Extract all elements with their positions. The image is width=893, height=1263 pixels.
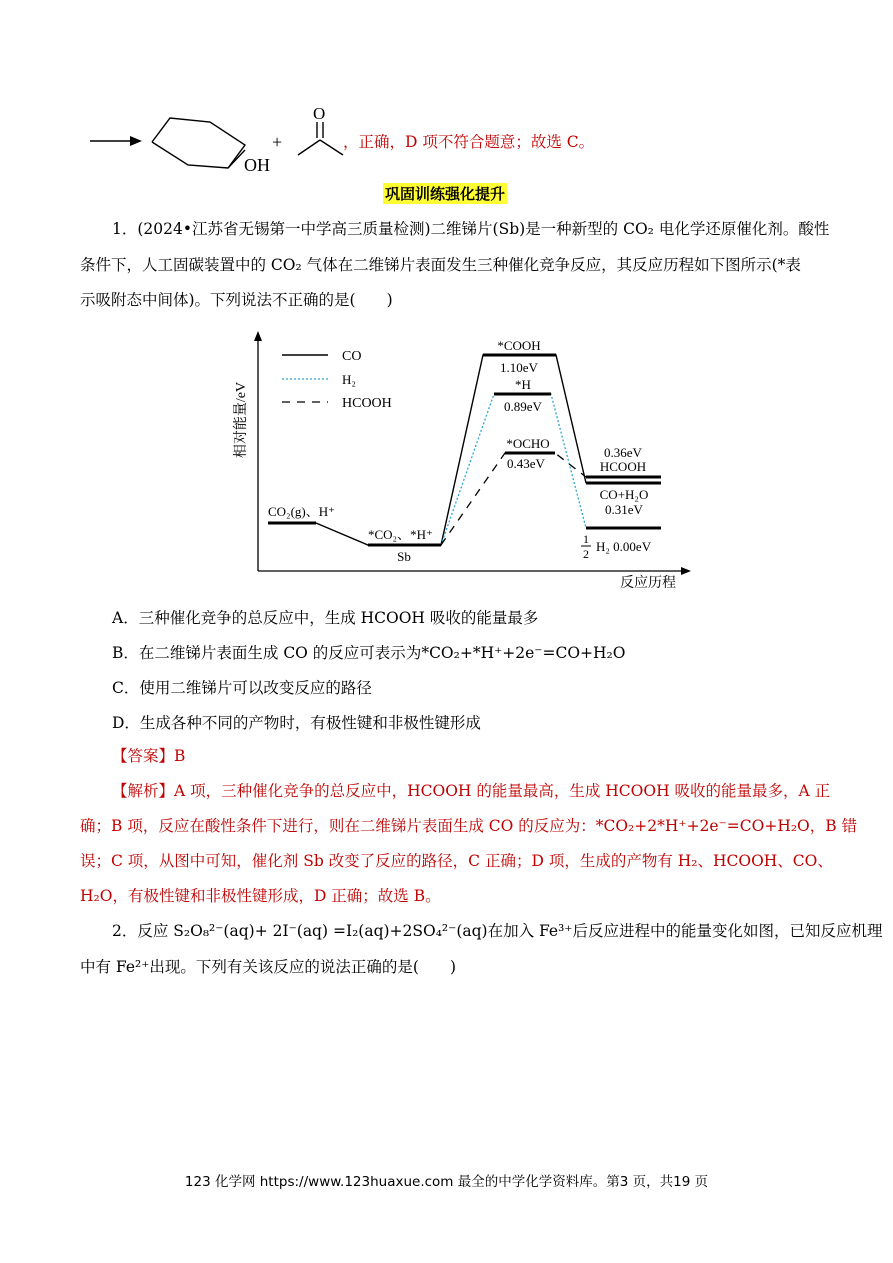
reaction-arrow [90,136,142,146]
x-axis-arrow [681,567,691,575]
y-axis-label: 相对能量/eV [234,381,249,459]
y-axis-arrow [254,331,262,341]
plus-sign: + [272,132,283,152]
q1-analysis-line2: 确；B 项，反应在酸性条件下进行，则在二维锑片表面生成 CO 的反应为：*CO₂+2*H⁺+2e⁻=CO+H₂O，B 错 [80,817,858,835]
x-axis-label: 反应历程 [620,576,676,591]
label-initial: CO₂(g)、H⁺ [268,504,335,519]
legend-h2-label: H₂ [342,372,356,387]
q1-analysis-line4: H₂O，有极性键和非极性键形成，D 正确；故选 B。 [80,887,441,905]
top-fragment-text: ，正确，D 项不符合题意；故选 C。 [343,133,595,151]
q1-option-b: B．在二维锑片表面生成 CO 的反应可表示为*CO₂+*H⁺+2e⁻=CO+H₂O [112,644,626,662]
acetone-structure [298,122,343,155]
half-denominator: 2 [583,547,589,561]
half-numerator: 1 [583,532,589,546]
q1-analysis-line1: 【解析】A 项，三种催化竞争的总反应中，HCOOH 的能量最高，生成 HCOOH 吸收的能量最多，A 正 [112,782,831,800]
label-ts-co: *COOH [497,338,541,353]
label-prod-hcooh: HCOOH [599,459,647,474]
q1-stem-line3: 示吸附态中间体)。下列说法不正确的是( ) [80,291,393,309]
q1-option-c: C．使用二维锑片可以改变反应的路径 [112,679,372,697]
q1-answer: 【答案】B [112,747,186,765]
label-adsorbed: *CO₂、*H⁺ [368,527,433,542]
value-prod-co: 0.31eV [605,502,643,517]
value-ts-h2: 0.89eV [504,399,542,414]
label-prod-co: CO+H₂O [599,487,649,502]
value-ts-hcooh: 0.43eV [507,456,545,471]
label-ts-h2: *H [515,377,531,392]
label-prod-h2: H₂ 0.00eV [596,539,652,554]
section-title: 巩固训练强化提升 [385,185,506,203]
legend [282,349,392,411]
oh-label: OH [244,155,270,175]
value-ts-co: 1.10eV [500,360,538,375]
legend-co-label: CO [342,349,362,364]
label-ts-hcooh: *OCHO [506,436,550,451]
legend-hcooh-label: HCOOH [342,396,392,411]
label-sb: Sb [397,549,411,564]
q1-stem-line1: 1．(2024•江苏省无锡第一中学高三质量检测)二维锑片(Sb)是一种新型的 CO₂ 电化学还原催化剂。酸性 [112,220,830,238]
energy-diagram [228,325,698,595]
top-structure-fragment [80,100,380,180]
q1-option-a: A．三种催化竞争的总反应中，生成 HCOOH 吸收的能量最多 [112,609,539,627]
q1-option-d: D．生成各种不同的产物时，有极性键和非极性键形成 [112,714,481,732]
carbonyl-o-label: O [313,104,326,123]
q2-stem-line1: 2．反应 S₂O₈²⁻(aq)+ 2I⁻(aq) =I₂(aq)+2SO₄²⁻(aq)在加入 Fe³⁺后反应进程中的能量变化如图，已知反应机理 [112,922,883,940]
page-footer: 123 化学网 https://www.123huaxue.com 最全的中学化学资料库。第3 页，共19 页 [184,1174,709,1190]
q2-stem-line2: 中有 Fe²⁺出现。下列有关该反应的说法正确的是( ) [80,958,456,976]
value-prod-hcooh: 0.36eV [604,445,642,460]
q1-analysis-line3: 误；C 项，从图中可知，催化剂 Sb 改变了反应的路径，C 正确；D 项，生成的产物有 H₂、HCOOH、CO、 [80,852,833,870]
cyclohexanol-structure [152,118,245,168]
q1-stem-line2: 条件下，人工固碳装置中的 CO₂ 气体在二维锑片表面发生三种催化竞争反应，其反应历程如下图所示(*表 [80,256,801,274]
